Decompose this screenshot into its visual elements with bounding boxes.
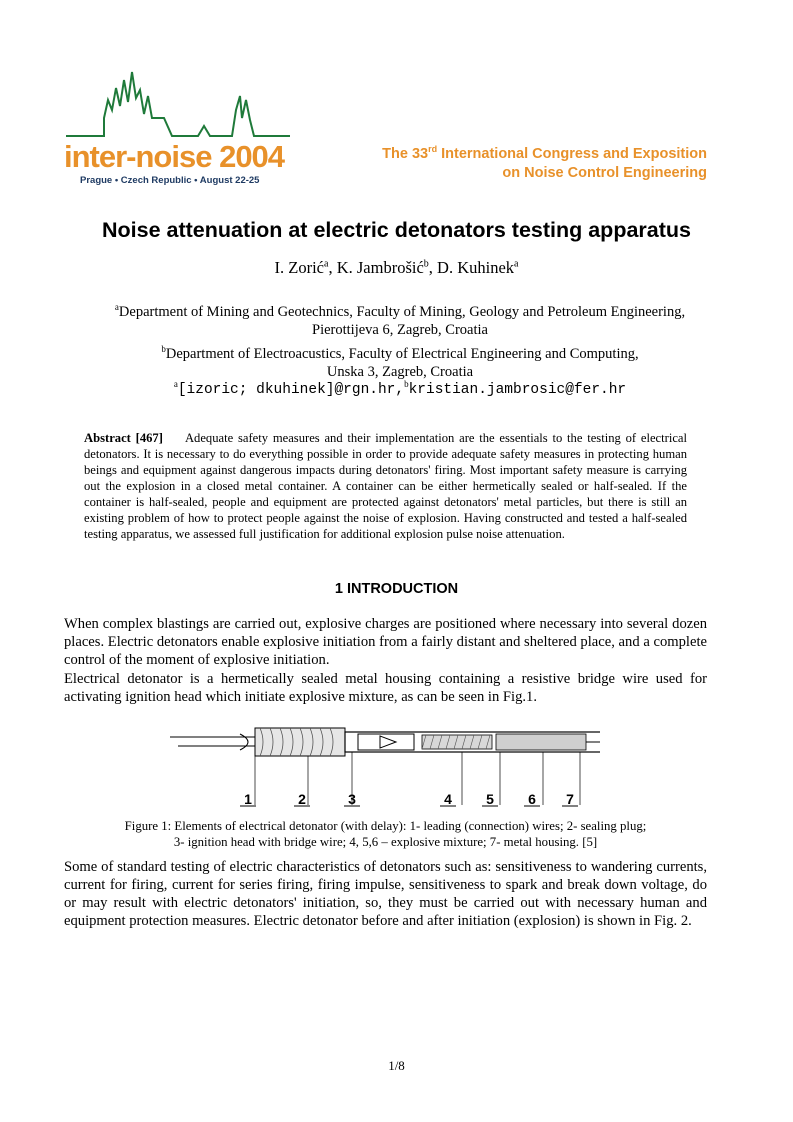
detonator-diagram: [160, 720, 600, 812]
paragraph-2: Electrical detonator is a hermetically sealed metal housing containing a resistive bridge wire used for activating ignition head which initiate explosive mixture, as can be seen in Fig.1.: [64, 671, 707, 705]
logo-tagline: Prague • Czech Republic • August 22-25: [80, 175, 260, 186]
paragraph-1: When complex blastings are carried out, explosive charges are positioned where necessary into several dozen places. Electric detonators enable explosive initiation from a fairly distant and sheltered place, and a complete control of the moment of explosive initiation.: [64, 616, 707, 668]
figure-caption: Figure 1: Elements of electrical detonator (with delay): 1- leading (connection) wires; 2- sealing plug; 3- ignition head with bridge wire; 4, 5,6 – explosive mixture; 7- metal housing. [5]: [124, 819, 647, 849]
figure-label-1: 1: [244, 791, 252, 807]
abstract-label: Abstract [467]: [84, 431, 163, 445]
author-list: I. Zorić$^a$, K. Jambrošić$^b$, D. Kuhinek$^a$: [274, 258, 519, 277]
section-heading: 1 INTRODUCTION: [334, 581, 459, 597]
affiliations: $^a$Department of Mining and Geotechnics, Faculty of Mining, Geology and Petroleum Engineering, Pierottijeva 6, Zagreb, Croatia $^b$Department of Electroacustics, Faculty of Electrical Engineering and Computing, Unska 3, Zagreb, Croatia: [114, 302, 686, 381]
skyline-outline: [66, 72, 290, 136]
page-number: 1/8: [388, 1058, 405, 1073]
figure-label-5: 5: [486, 791, 494, 807]
abstract-text: Adequate safety measures and their implementation are the essentials to the testing of electrical detonators. It is necessary to do everything possible in order to provide adequate safety measures in protecting human beings and equipment against dangerous impacts during detonators' firing. Most important safety measure is carrying out the explosion in a closed metal container. A container can be either hermetically sealed or half-sealed. If the container is half-sealed, people and equipment are protected against detonators' metal particles, but there is still an existing problem of how to protect people against the noise of explosion. Having constructed and tested a half-sealed testing apparatus, we assessed full justification for additional explosion pulse noise attenuation.: [84, 431, 687, 541]
paragraph-3: Some of standard testing of electric characteristics of detonators such as: sensitiveness to wandering currents, current for firing, current for series firing, firing impulse, sensitiveness to spark and break down voltage, do or may result with electric detonators' initiation, so, they must be carried out with necessary human and equipment protection measures. Electric detonator before and after initiation (explosion) is shown in Fig. 2.: [64, 859, 707, 929]
figure-label-7: 7: [566, 791, 574, 807]
congress-line-1: The 33rd International Congress and Exposition: [382, 144, 707, 162]
abstract: [84, 430, 687, 542]
author-emails: $^a$[izoric; dkuhinek]@rgn.hr,$^b$kristian.jambrosic@fer.hr: [173, 379, 627, 398]
logo-wordmark: inter-noise 2004: [64, 139, 285, 174]
congress-title: [327, 140, 707, 183]
figure-label-6: 6: [528, 791, 536, 807]
figure-label-2: 2: [298, 791, 306, 807]
figure-label-4: 4: [444, 791, 452, 807]
paper-title: Noise attenuation at electric detonators testing apparatus: [102, 218, 691, 242]
congress-line-2: on Noise Control Engineering: [502, 164, 707, 181]
figure-label-3: 3: [348, 791, 356, 807]
